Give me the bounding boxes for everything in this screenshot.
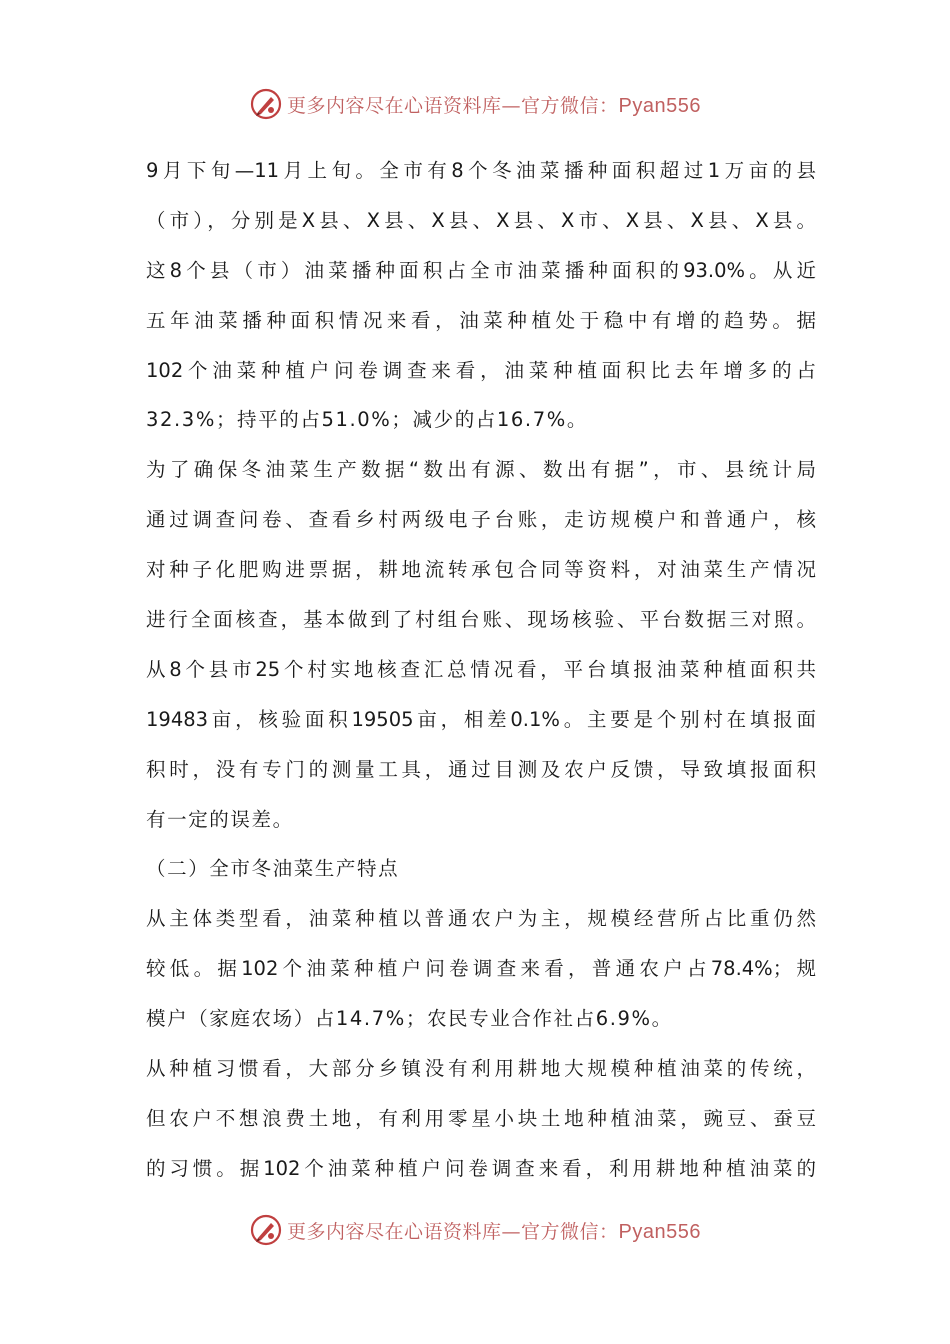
text-line: 的习惯。据102个油菜种植户问卷调查来看，利用耕地种植油菜的 — [146, 1156, 816, 1180]
text-line: 有一定的误差。 — [146, 807, 294, 831]
watermark-text: 更多内容尽在心语资料库—官方微信：Pyan556 — [287, 1220, 701, 1243]
text-line: 进行全面核查，基本做到了村组台账、现场核验、平台数据三对照。 — [146, 608, 816, 632]
text-line: 积时，没有专门的测量工具，通过目测及农户反馈，导致填报面积 — [146, 757, 816, 781]
pen-logo-icon — [249, 1213, 283, 1247]
text-line: 通过调查问卷、查看乡村两级电子台账，走访规模户和普通户，核 — [146, 508, 816, 532]
text-line: 为了确保冬油菜生产数据“数出有源、数出有据”，市、县统计局 — [146, 458, 816, 482]
section-heading: （二）全市冬油菜生产特点 — [146, 857, 400, 881]
watermark-id: Pyan556 — [618, 94, 701, 117]
document-body — [146, 146, 816, 1194]
text-line: 模户（家庭农场）占14.7%；农民专业合作社占6.9%。 — [146, 1007, 673, 1031]
watermark-text: 更多内容尽在心语资料库—官方微信：Pyan556 — [287, 94, 701, 117]
text-line: 32.3%；持平的占51.0%；减少的占16.7%。 — [146, 408, 588, 432]
text-line: 五年油菜播种面积情况来看，油菜种植处于稳中有增的趋势。据 — [146, 308, 816, 332]
text-line: 19483亩，核验面积19505亩，相差0.1%。主要是个别村在填报面 — [146, 707, 816, 731]
watermark-id: Pyan556 — [618, 1220, 701, 1243]
text-line: 9月下旬—11月上旬。全市有8个冬油菜播种面积超过1万亩的县 — [146, 159, 816, 182]
text-line: 对种子化肥购进票据，耕地流转承包合同等资料，对油菜生产情况 — [146, 558, 816, 582]
pen-logo-icon — [249, 87, 283, 121]
watermark-header — [0, 84, 950, 124]
text-line: 较低。据102个油菜种植户问卷调查来看，普通农户占78.4%；规 — [146, 957, 816, 981]
text-line: 从8个县市25个村实地核查汇总情况看，平台填报油菜种植面积共 — [146, 657, 816, 681]
text-line: 从种植习惯看，大部分乡镇没有利用耕地大规模种植油菜的传统， — [146, 1057, 816, 1081]
text-line: 从主体类型看，油菜种植以普通农户为主，规模经营所占比重仍然 — [146, 907, 816, 931]
text-line: 102个油菜种植户问卷调查来看，油菜种植面积比去年增多的占 — [146, 358, 816, 382]
text-line: 但农户不想浪费土地，有利用零星小块土地种植油菜，豌豆、蚕豆 — [146, 1106, 816, 1130]
text-line: 这8个县（市）油菜播种面积占全市油菜播种面积的93.0%。从近 — [146, 258, 816, 282]
watermark-footer — [0, 1210, 950, 1250]
text-line: （市），分别是X县、X县、X县、X县、X市、X县、X县、X县。 — [146, 208, 816, 232]
